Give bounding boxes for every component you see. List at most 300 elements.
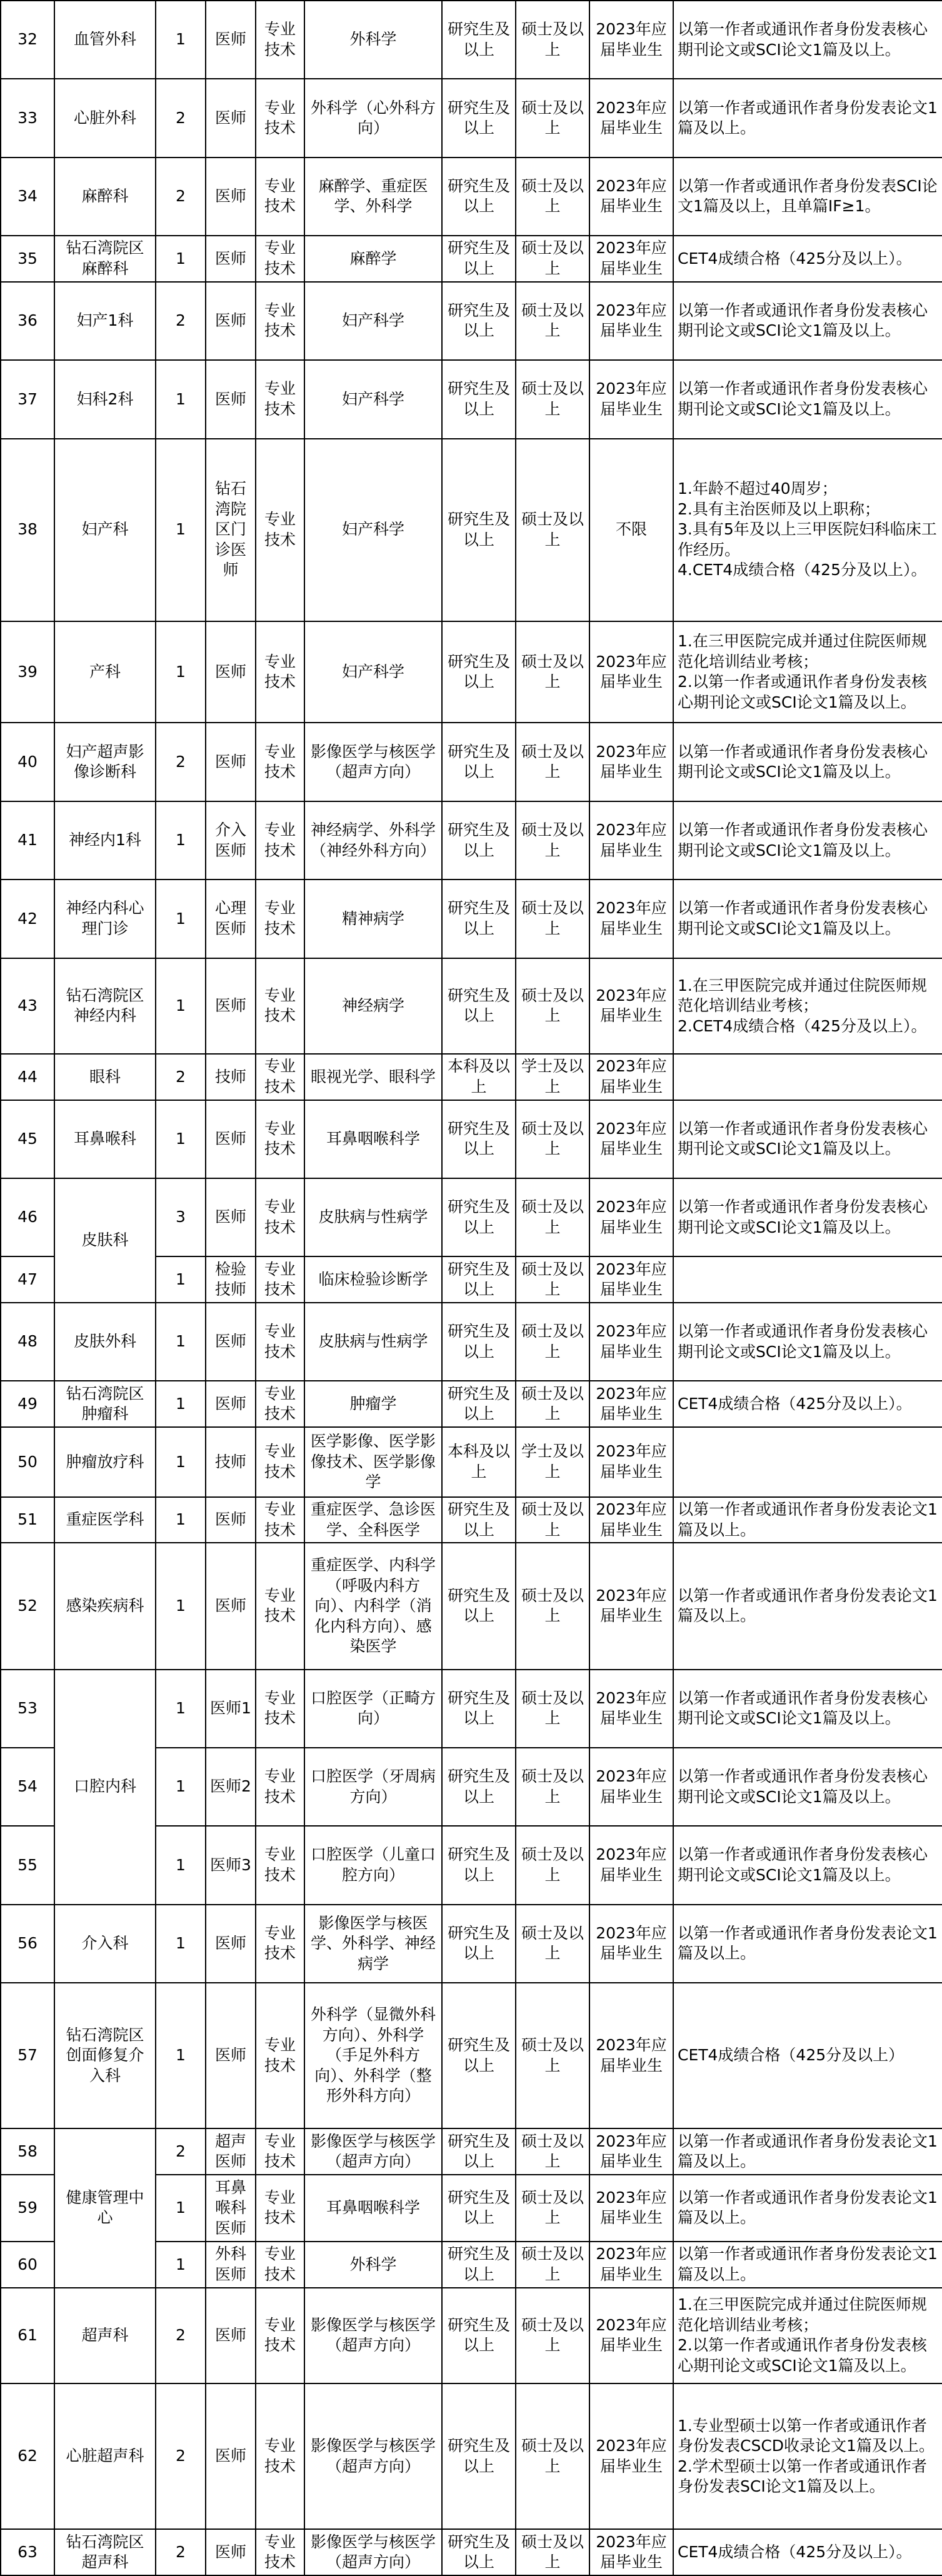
major-cell: 重症医学、急诊医学、全科医学 (304, 1497, 442, 1543)
position-type-cell: 专业技术 (256, 880, 304, 958)
headcount-cell: 2 (156, 79, 206, 157)
department-cell: 钻石湾院区神经内科 (54, 958, 156, 1054)
row-number-cell: 42 (1, 880, 54, 958)
headcount-cell: 1 (156, 1543, 206, 1669)
degree-cell: 硕士及以上 (516, 958, 589, 1054)
education-cell: 研究生及以上 (442, 1, 516, 79)
department-cell: 神经内1科 (54, 801, 156, 880)
position-type-cell: 专业技术 (256, 1826, 304, 1904)
table-row (1, 1427, 942, 1497)
table-row (1, 1054, 942, 1100)
education-cell: 研究生及以上 (442, 2383, 516, 2529)
position-type-cell: 专业技术 (256, 2288, 304, 2383)
headcount-cell: 1 (156, 1748, 206, 1826)
education-cell: 研究生及以上 (442, 79, 516, 157)
headcount-cell: 1 (156, 801, 206, 880)
education-cell: 研究生及以上 (442, 1670, 516, 1748)
major-cell: 麻醉学、重症医学、外科学 (304, 158, 442, 236)
headcount-cell: 1 (156, 439, 206, 621)
recruitment-scope-cell: 2023年应届毕业生 (589, 2288, 673, 2383)
position-cell: 医师2 (206, 1748, 256, 1826)
row-number-cell: 56 (1, 1905, 54, 1983)
education-cell: 研究生及以上 (442, 2288, 516, 2383)
position-type-cell: 专业技术 (256, 1381, 304, 1427)
education-cell: 研究生及以上 (442, 2175, 516, 2242)
requirements-cell: CET4成绩合格（425分及以上）。 (673, 236, 942, 282)
position-cell: 医师 (206, 1100, 256, 1178)
requirements-cell: 1.在三甲医院完成并通过住院医师规范化培训结业考核； 2.CET4成绩合格（425分及以上）。 (673, 958, 942, 1054)
requirements-cell: 以第一作者或通讯作者身份发表核心期刊论文或SCI论文1篇及以上。 (673, 1178, 942, 1256)
department-cell: 心脏外科 (54, 79, 156, 157)
requirements-cell: CET4成绩合格（425分及以上）。 (673, 2529, 942, 2575)
recruitment-scope-cell: 2023年应届毕业生 (589, 880, 673, 958)
headcount-cell: 2 (156, 723, 206, 801)
row-number-cell: 62 (1, 2383, 54, 2529)
position-cell: 心理医师 (206, 880, 256, 958)
position-cell: 介入医师 (206, 801, 256, 880)
headcount-cell: 1 (156, 621, 206, 723)
position-type-cell: 专业技术 (256, 1543, 304, 1669)
requirements-cell (673, 1256, 942, 1303)
position-cell: 医师 (206, 1543, 256, 1669)
headcount-cell: 1 (156, 880, 206, 958)
table-row (1, 360, 942, 438)
row-number-cell: 41 (1, 801, 54, 880)
department-cell: 钻石湾院区麻醉科 (54, 236, 156, 282)
table-row (1, 1543, 942, 1669)
major-cell: 影像医学与核医学（超声方向） (304, 723, 442, 801)
position-cell: 医师 (206, 158, 256, 236)
recruitment-scope-cell: 2023年应届毕业生 (589, 1381, 673, 1427)
table-row (1, 79, 942, 157)
position-type-cell: 专业技术 (256, 801, 304, 880)
position-cell: 医师 (206, 360, 256, 438)
position-type-cell: 专业技术 (256, 236, 304, 282)
education-cell: 研究生及以上 (442, 1983, 516, 2128)
headcount-cell: 1 (156, 1, 206, 79)
position-cell: 医师 (206, 1, 256, 79)
headcount-cell: 1 (156, 360, 206, 438)
headcount-cell: 1 (156, 236, 206, 282)
degree-cell: 硕士及以上 (516, 1670, 589, 1748)
row-number-cell: 54 (1, 1748, 54, 1826)
recruitment-scope-cell: 2023年应届毕业生 (589, 1303, 673, 1381)
education-cell: 研究生及以上 (442, 236, 516, 282)
position-cell: 医师 (206, 2529, 256, 2575)
degree-cell: 硕士及以上 (516, 158, 589, 236)
degree-cell: 硕士及以上 (516, 439, 589, 621)
major-cell: 神经病学 (304, 958, 442, 1054)
position-cell: 医师 (206, 236, 256, 282)
headcount-cell: 1 (156, 2242, 206, 2288)
recruitment-scope-cell: 2023年应届毕业生 (589, 1670, 673, 1748)
degree-cell: 硕士及以上 (516, 1983, 589, 2128)
table-row (1, 2383, 942, 2529)
table-row (1, 1905, 942, 1983)
requirements-cell: 以第一作者或通讯作者身份发表论文1篇及以上。 (673, 2175, 942, 2242)
position-cell: 技师 (206, 1054, 256, 1100)
headcount-cell: 1 (156, 1983, 206, 2128)
major-cell: 重症医学、内科学（呼吸内科方向）、内科学（消化内科方向）、感染医学 (304, 1543, 442, 1669)
education-cell: 研究生及以上 (442, 2242, 516, 2288)
degree-cell: 硕士及以上 (516, 282, 589, 360)
requirements-cell: CET4成绩合格（425分及以上） (673, 1983, 942, 2128)
degree-cell: 硕士及以上 (516, 1826, 589, 1904)
position-type-cell: 专业技术 (256, 1905, 304, 1983)
position-type-cell: 专业技术 (256, 360, 304, 438)
major-cell: 妇产科学 (304, 360, 442, 438)
education-cell: 研究生及以上 (442, 1748, 516, 1826)
education-cell: 研究生及以上 (442, 723, 516, 801)
requirements-cell: 以第一作者或通讯作者身份发表核心期刊论文或SCI论文1篇及以上。 (673, 1, 942, 79)
department-cell: 重症医学科 (54, 1497, 156, 1543)
requirements-cell: 以第一作者或通讯作者身份发表论文1篇及以上。 (673, 1543, 942, 1669)
position-cell: 医师 (206, 1381, 256, 1427)
position-type-cell: 专业技术 (256, 2128, 304, 2175)
major-cell: 神经病学、外科学（神经外科方向） (304, 801, 442, 880)
degree-cell: 硕士及以上 (516, 1, 589, 79)
position-cell: 医师3 (206, 1826, 256, 1904)
department-cell: 介入科 (54, 1905, 156, 1983)
degree-cell: 硕士及以上 (516, 1178, 589, 1256)
headcount-cell: 2 (156, 2383, 206, 2529)
major-cell: 临床检验诊断学 (304, 1256, 442, 1303)
department-cell: 麻醉科 (54, 158, 156, 236)
headcount-cell: 2 (156, 2288, 206, 2383)
table-row (1, 880, 942, 958)
education-cell: 研究生及以上 (442, 1543, 516, 1669)
degree-cell: 硕士及以上 (516, 801, 589, 880)
recruitment-scope-cell: 2023年应届毕业生 (589, 1543, 673, 1669)
table-row (1, 236, 942, 282)
row-number-cell: 61 (1, 2288, 54, 2383)
recruitment-scope-cell: 2023年应届毕业生 (589, 1427, 673, 1497)
requirements-cell: 以第一作者或通讯作者身份发表SCI论文1篇及以上，且单篇IF≥1。 (673, 158, 942, 236)
department-cell: 妇产超声影像诊断科 (54, 723, 156, 801)
headcount-cell: 1 (156, 1826, 206, 1904)
headcount-cell: 3 (156, 1178, 206, 1256)
major-cell: 皮肤病与性病学 (304, 1178, 442, 1256)
major-cell: 外科学（心外科方向） (304, 79, 442, 157)
recruitment-scope-cell: 2023年应届毕业生 (589, 2175, 673, 2242)
table-row (1, 1303, 942, 1381)
requirements-cell: 以第一作者或通讯作者身份发表论文1篇及以上。 (673, 1497, 942, 1543)
row-number-cell: 33 (1, 79, 54, 157)
major-cell: 影像医学与核医学、外科学、神经病学 (304, 1905, 442, 1983)
major-cell: 肿瘤学 (304, 1381, 442, 1427)
major-cell: 妇产科学 (304, 621, 442, 723)
position-type-cell: 专业技术 (256, 1178, 304, 1256)
row-number-cell: 49 (1, 1381, 54, 1427)
position-type-cell: 专业技术 (256, 958, 304, 1054)
position-type-cell: 专业技术 (256, 1670, 304, 1748)
recruitment-scope-cell: 2023年应届毕业生 (589, 79, 673, 157)
headcount-cell: 2 (156, 158, 206, 236)
degree-cell: 硕士及以上 (516, 1100, 589, 1178)
row-number-cell: 53 (1, 1670, 54, 1748)
department-cell: 血管外科 (54, 1, 156, 79)
position-cell: 医师 (206, 282, 256, 360)
requirements-cell: 1.在三甲医院完成并通过住院医师规范化培训结业考核； 2.以第一作者或通讯作者身份发表核心期刊论文或SCI论文1篇及以上。 (673, 2288, 942, 2383)
table-row (1, 2288, 942, 2383)
major-cell: 影像医学与核医学（超声方向） (304, 2529, 442, 2575)
department-cell: 产科 (54, 621, 156, 723)
position-type-cell: 专业技术 (256, 1256, 304, 1303)
row-number-cell: 52 (1, 1543, 54, 1669)
department-cell: 钻石湾院区超声科 (54, 2529, 156, 2575)
table-row (1, 958, 942, 1054)
position-cell: 外科医师 (206, 2242, 256, 2288)
major-cell: 医学影像、医学影像技术、医学影像学 (304, 1427, 442, 1497)
recruitment-scope-cell: 2023年应届毕业生 (589, 723, 673, 801)
headcount-cell: 1 (156, 1497, 206, 1543)
requirements-cell: 以第一作者或通讯作者身份发表论文1篇及以上。 (673, 79, 942, 157)
recruitment-scope-cell: 2023年应届毕业生 (589, 158, 673, 236)
requirements-cell: CET4成绩合格（425分及以上）。 (673, 1381, 942, 1427)
degree-cell: 硕士及以上 (516, 2383, 589, 2529)
recruitment-scope-cell: 2023年应届毕业生 (589, 1826, 673, 1904)
degree-cell: 硕士及以上 (516, 236, 589, 282)
degree-cell: 硕士及以上 (516, 1543, 589, 1669)
headcount-cell: 1 (156, 1427, 206, 1497)
table-row (1, 723, 942, 801)
position-type-cell: 专业技术 (256, 2529, 304, 2575)
degree-cell: 硕士及以上 (516, 1303, 589, 1381)
education-cell: 研究生及以上 (442, 158, 516, 236)
degree-cell: 硕士及以上 (516, 360, 589, 438)
education-cell: 研究生及以上 (442, 439, 516, 621)
position-cell: 医师 (206, 1178, 256, 1256)
education-cell: 研究生及以上 (442, 1100, 516, 1178)
headcount-cell: 2 (156, 1054, 206, 1100)
position-cell: 医师 (206, 958, 256, 1054)
degree-cell: 硕士及以上 (516, 880, 589, 958)
recruitment-scope-cell: 2023年应届毕业生 (589, 2383, 673, 2529)
row-number-cell: 34 (1, 158, 54, 236)
position-type-cell: 专业技术 (256, 2175, 304, 2242)
education-cell: 研究生及以上 (442, 621, 516, 723)
recruitment-scope-cell: 2023年应届毕业生 (589, 1100, 673, 1178)
position-type-cell: 专业技术 (256, 1054, 304, 1100)
row-number-cell: 55 (1, 1826, 54, 1904)
position-type-cell: 专业技术 (256, 1983, 304, 2128)
position-cell: 超声医师 (206, 2128, 256, 2175)
degree-cell: 硕士及以上 (516, 2529, 589, 2575)
row-number-cell: 38 (1, 439, 54, 621)
department-cell: 健康管理中心 (54, 2128, 156, 2287)
degree-cell: 硕士及以上 (516, 2128, 589, 2175)
education-cell: 研究生及以上 (442, 1381, 516, 1427)
position-type-cell: 专业技术 (256, 2383, 304, 2529)
recruitment-scope-cell: 2023年应届毕业生 (589, 2128, 673, 2175)
headcount-cell: 2 (156, 2128, 206, 2175)
requirements-cell: 以第一作者或通讯作者身份发表核心期刊论文或SCI论文1篇及以上。 (673, 880, 942, 958)
table-row (1, 1178, 942, 1256)
headcount-cell: 1 (156, 2175, 206, 2242)
row-number-cell: 44 (1, 1054, 54, 1100)
position-type-cell: 专业技术 (256, 723, 304, 801)
degree-cell: 硕士及以上 (516, 2175, 589, 2242)
major-cell: 皮肤病与性病学 (304, 1303, 442, 1381)
table-row (1, 1983, 942, 2128)
education-cell: 本科及以上 (442, 1054, 516, 1100)
position-cell: 医师 (206, 2288, 256, 2383)
education-cell: 研究生及以上 (442, 1826, 516, 1904)
degree-cell: 硕士及以上 (516, 621, 589, 723)
row-number-cell: 48 (1, 1303, 54, 1381)
major-cell: 精神病学 (304, 880, 442, 958)
position-type-cell: 专业技术 (256, 1303, 304, 1381)
recruitment-scope-cell: 2023年应届毕业生 (589, 1905, 673, 1983)
position-type-cell: 专业技术 (256, 1748, 304, 1826)
major-cell: 口腔医学（正畸方向） (304, 1670, 442, 1748)
department-cell: 妇科2科 (54, 360, 156, 438)
table-row (1, 2529, 942, 2575)
table-row (1, 1381, 942, 1427)
recruitment-scope-cell: 2023年应届毕业生 (589, 1497, 673, 1543)
degree-cell: 硕士及以上 (516, 79, 589, 157)
degree-cell: 硕士及以上 (516, 1905, 589, 1983)
department-cell: 钻石湾院区肿瘤科 (54, 1381, 156, 1427)
education-cell: 研究生及以上 (442, 360, 516, 438)
degree-cell: 硕士及以上 (516, 723, 589, 801)
table-row (1, 621, 942, 723)
row-number-cell: 57 (1, 1983, 54, 2128)
position-type-cell: 专业技术 (256, 1427, 304, 1497)
position-cell: 医师 (206, 79, 256, 157)
education-cell: 研究生及以上 (442, 1905, 516, 1983)
major-cell: 口腔医学（儿童口腔方向） (304, 1826, 442, 1904)
row-number-cell: 59 (1, 2175, 54, 2242)
major-cell: 影像医学与核医学（超声方向） (304, 2128, 442, 2175)
recruitment-scope-cell: 不限 (589, 439, 673, 621)
headcount-cell: 1 (156, 1381, 206, 1427)
row-number-cell: 36 (1, 282, 54, 360)
position-cell: 检验技师 (206, 1256, 256, 1303)
degree-cell: 硕士及以上 (516, 2288, 589, 2383)
major-cell: 影像医学与核医学（超声方向） (304, 2288, 442, 2383)
position-cell: 医师 (206, 723, 256, 801)
education-cell: 研究生及以上 (442, 801, 516, 880)
headcount-cell: 2 (156, 282, 206, 360)
row-number-cell: 51 (1, 1497, 54, 1543)
department-cell: 妇产1科 (54, 282, 156, 360)
row-number-cell: 47 (1, 1256, 54, 1303)
table-row (1, 1100, 942, 1178)
requirements-cell: 1.年龄不超过40周岁； 2.具有主治医师及以上职称； 3.具有5年及以上三甲医院妇科临床工作经历。 4.CET4成绩合格（425分及以上）。 (673, 439, 942, 621)
table-row (1, 801, 942, 880)
requirements-cell: 以第一作者或通讯作者身份发表核心期刊论文或SCI论文1篇及以上。 (673, 1670, 942, 1748)
row-number-cell: 35 (1, 236, 54, 282)
major-cell: 妇产科学 (304, 439, 442, 621)
department-cell: 钻石湾院区创面修复介入科 (54, 1983, 156, 2128)
degree-cell: 硕士及以上 (516, 1256, 589, 1303)
requirements-cell: 以第一作者或通讯作者身份发表核心期刊论文或SCI论文1篇及以上。 (673, 360, 942, 438)
position-cell: 医师 (206, 1983, 256, 2128)
recruitment-scope-cell: 2023年应届毕业生 (589, 282, 673, 360)
position-cell: 医师1 (206, 1670, 256, 1748)
headcount-cell: 1 (156, 1100, 206, 1178)
row-number-cell: 58 (1, 2128, 54, 2175)
position-type-cell: 专业技术 (256, 2242, 304, 2288)
major-cell: 影像医学与核医学（超声方向） (304, 2383, 442, 2529)
table-row (1, 1, 942, 79)
position-cell: 耳鼻喉科医师 (206, 2175, 256, 2242)
position-type-cell: 专业技术 (256, 439, 304, 621)
degree-cell: 学士及以上 (516, 1054, 589, 1100)
degree-cell: 学士及以上 (516, 1427, 589, 1497)
requirements-cell: 以第一作者或通讯作者身份发表核心期刊论文或SCI论文1篇及以上。 (673, 1100, 942, 1178)
row-number-cell: 39 (1, 621, 54, 723)
major-cell: 口腔医学（牙周病方向） (304, 1748, 442, 1826)
degree-cell: 硕士及以上 (516, 1497, 589, 1543)
requirements-cell: 1.专业型硕士以第一作者或通讯作者身份发表CSCD收录论文1篇及以上。 2.学术型硕士以第一作者或通讯作者身份发表SCI论文1篇及以上。 (673, 2383, 942, 2529)
requirements-cell: 以第一作者或通讯作者身份发表核心期刊论文或SCI论文1篇及以上。 (673, 801, 942, 880)
position-cell: 钻石湾院区门诊医师 (206, 439, 256, 621)
row-number-cell: 43 (1, 958, 54, 1054)
row-number-cell: 37 (1, 360, 54, 438)
table-row (1, 282, 942, 360)
education-cell: 研究生及以上 (442, 2529, 516, 2575)
recruitment-scope-cell: 2023年应届毕业生 (589, 1, 673, 79)
requirements-cell: 以第一作者或通讯作者身份发表核心期刊论文或SCI论文1篇及以上。 (673, 282, 942, 360)
major-cell: 外科学 (304, 2242, 442, 2288)
requirements-cell: 以第一作者或通讯作者身份发表核心期刊论文或SCI论文1篇及以上。 (673, 723, 942, 801)
degree-cell: 硕士及以上 (516, 1748, 589, 1826)
recruitment-scope-cell: 2023年应届毕业生 (589, 2242, 673, 2288)
education-cell: 研究生及以上 (442, 1256, 516, 1303)
headcount-cell: 1 (156, 1670, 206, 1748)
major-cell: 耳鼻咽喉科学 (304, 2175, 442, 2242)
recruitment-scope-cell: 2023年应届毕业生 (589, 236, 673, 282)
education-cell: 本科及以上 (442, 1427, 516, 1497)
education-cell: 研究生及以上 (442, 1178, 516, 1256)
position-cell: 医师 (206, 1303, 256, 1381)
table-row (1, 1670, 942, 1748)
position-cell: 技师 (206, 1427, 256, 1497)
recruitment-scope-cell: 2023年应届毕业生 (589, 958, 673, 1054)
department-cell: 感染疾病科 (54, 1543, 156, 1669)
headcount-cell: 1 (156, 1303, 206, 1381)
position-cell: 医师 (206, 2383, 256, 2529)
education-cell: 研究生及以上 (442, 282, 516, 360)
requirements-cell: 以第一作者或通讯作者身份发表论文1篇及以上。 (673, 2242, 942, 2288)
position-type-cell: 专业技术 (256, 1497, 304, 1543)
row-number-cell: 40 (1, 723, 54, 801)
row-number-cell: 46 (1, 1178, 54, 1256)
position-cell: 医师 (206, 1905, 256, 1983)
headcount-cell: 2 (156, 2529, 206, 2575)
requirements-cell: 以第一作者或通讯作者身份发表论文1篇及以上。 (673, 1905, 942, 1983)
headcount-cell: 1 (156, 1905, 206, 1983)
major-cell: 麻醉学 (304, 236, 442, 282)
position-cell: 医师 (206, 1497, 256, 1543)
headcount-cell: 1 (156, 958, 206, 1054)
requirements-cell: 以第一作者或通讯作者身份发表核心期刊论文或SCI论文1篇及以上。 (673, 1826, 942, 1904)
row-number-cell: 45 (1, 1100, 54, 1178)
table-row (1, 439, 942, 621)
row-number-cell: 50 (1, 1427, 54, 1497)
requirements-cell: 以第一作者或通讯作者身份发表核心期刊论文或SCI论文1篇及以上。 (673, 1303, 942, 1381)
department-cell: 心脏超声科 (54, 2383, 156, 2529)
department-cell: 妇产科 (54, 439, 156, 621)
requirements-cell (673, 1054, 942, 1100)
requirements-cell: 以第一作者或通讯作者身份发表核心期刊论文或SCI论文1篇及以上。 (673, 1748, 942, 1826)
department-cell: 神经内科心理门诊 (54, 880, 156, 958)
requirements-cell (673, 1427, 942, 1497)
table-row (1, 158, 942, 236)
department-cell: 皮肤外科 (54, 1303, 156, 1381)
